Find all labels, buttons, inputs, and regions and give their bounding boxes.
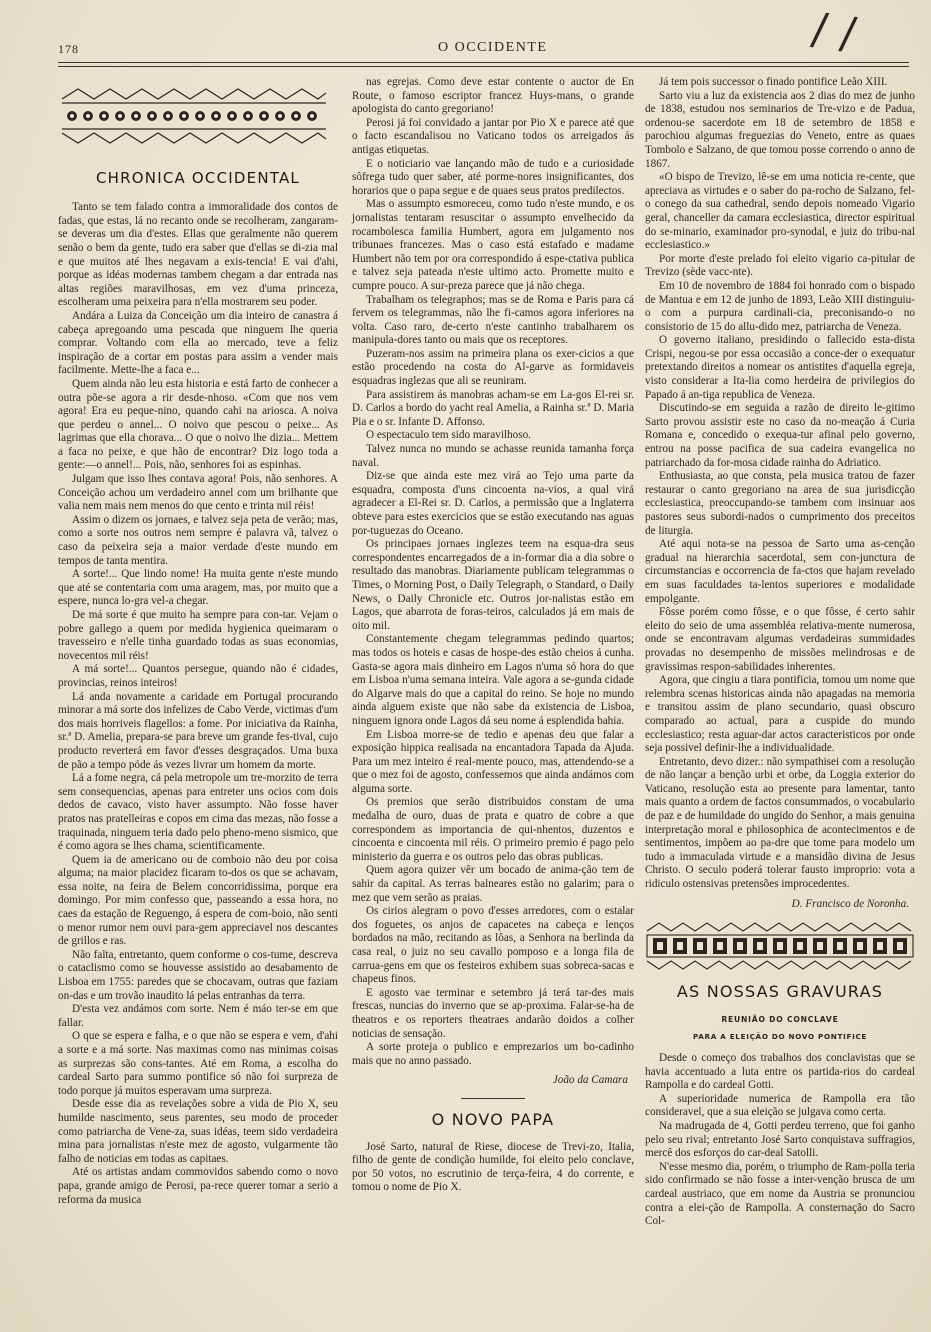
paragraph: Quem ia de americano ou de comboio não deu por coisa alguma; na maior placidez ficaram to-dos os que se achavam, essa noite, na feira de Belem concorridissima, porque era domingo. Por mim confesso que, passeando a essa hora, no caes da estação de Reguengo, á espera de com-boio, não senti o menor rumor nem ouvi para-gem appreciavel nos descantes de grillos e ras. [58, 853, 338, 948]
paragraph: Tanto se tem falado contra a immoralidade dos contos de fadas, que estas, lá no recanto onde se recolheram, zangaram-se deveras um dia d'estes. Ellas que geralmente não querem senão o bem da gente, tudo era saber que d'ellas se di-zia mal e que muitos até lhes negavam a exis-tencia! E vai d'ahi, porque as idéas modernas tambem chegam a dar entrada nas altas regiões maravilhosas, em vez d'uma princeza, escolheram uma peixeira para n'ella mostrarem seu poder. [58, 201, 338, 309]
paragraph: N'esse mesmo dia, porém, o triumpho de Ram-polla teria sido confirmado se não fosse a inter-venção brusca de um cardeal austriaco, que em nome da Austria se pronunciou contra a elei-ção de Rampolla. A consternação do Sacro Col- [645, 1160, 915, 1228]
paragraph: E o noticiario vae lançando mão de tudo e a curiosidade sôfrega tudo quer saber, até porme-nores insignificantes, dos horarios que o papa segue e de quaes seus pratos predilectos. [352, 157, 634, 197]
paragraph: O governo italiano, presidindo o fallecido esta-dista Crispi, negou-se por essa occasião a conce-der o exequatur pretextando direitos a nomear os antistites d'aquella egreja, visto considerar a Ita-lia como herdeira de privilegios do Papado á an-tiga republica de Veneza. [645, 334, 915, 401]
paragraph: De má sorte é que muito ha sempre para con-tar. Vejam o pobre gallego a quem por medida hygienica queimaram o travesseiro e n'elle tinha guardado todas as suas economias, novecentos mil réis! [58, 609, 338, 662]
divider [461, 1098, 525, 1099]
paragraph: Em Lisboa morre-se de tedio e apenas deu que falar a exposição hippica realisada na encantadora Tapada da Ajuda. Para um mez inteiro é real-mente pouco, mas, attendendo-se a que o mez foi de agosto, confessemos que ainda andámos com alguma sorte. [352, 728, 634, 795]
paragraph: Talvez nunca no mundo se achasse reunida tamanha força naval. [352, 443, 634, 469]
section-title-gravuras: AS NOSSAS GRAVURAS [676, 982, 884, 1002]
header-rule [58, 62, 909, 63]
paragraph: Julgam que isso lhes contava agora! Pois, não senhores. A Conceição achou um verdadeiro annel com um brilhante que valia nem mais nem menos do que cento e trinta mil réis! [58, 473, 338, 513]
paragraph: Os premios que serão distribuidos constam de uma medalha de ouro, duas de prata e quatro de cobre a que correspondem as importancia de qui-nhentos, duzentos e cincoenta e cincoenta mil réis. O primeiro premio é pago pelo ministerio da guerra e os outros pelo das obras publicas. [352, 796, 634, 863]
column-1 [58, 73, 338, 1207]
paragraph: A sorte!... Que lindo nome! Ha muita gente n'este mundo que até se contentaria com uma aragem, mas, por muito que a espere, nunca lo-gra vel-a chegar. [58, 568, 338, 608]
paragraph: Constantemente chegam telegrammas pedindo quartos; mas todos os hoteis e casas de hospe-des estão cheios á cunha. Gasta-se agora mais dinheiro em Lagos n'uma só hora do que em Lisboa n'uma semana inteira. Vale agora a se-gunda cidade do Algarve mais do que a capital do reino. Se hoje no mundo ainda alguem existe que não sabe da existencia de Lisboa, ninguem ignora onde Lagos dá seu nome á esplendida bahia. [352, 633, 634, 727]
paragraph: O espectaculo tem sido maravilhoso. [366, 429, 531, 442]
paragraph: Os principaes jornaes inglezes teem na esqua-dra seus correspondentes encarregados de a in-formar dia a dia sobre o resultado das manobras. Diariamente publicam telegrammas o Times, o Morning Post, o Daily Telegraph, o Standard, o Daily News, o Daily Chronicle etc. Outros jor-nalistas estão em Lagos, que abarrota de foras-teiros, calculados já em mais de oito mil. [352, 538, 634, 632]
paragraph: Puzeram-nos assim na primeira plana os exer-cicios a que estão procedendo na costa do Al-garve as formidaveis esquadras inglezas que ali se reuniram. [352, 347, 634, 388]
paragraph: A sorte proteja o publico e emprezarios um bo-cadinho mais que no anno passado. [352, 1041, 634, 1067]
paragraph: Fôsse porém como fôsse, e o que fôsse, é certo sahir eleito do seio de uma assembléa relativa-mente numerosa, onde se encontravam algumas verdadeiras summidades provadas no desempenho de missões melindrosas e de gravissimas respon-sabilidades inherentes. [645, 606, 915, 673]
page-number: 178 [58, 42, 79, 56]
paragraph: Agora, que cingiu a tiara pontificia, tomou um nome que relembra scenas historicas ainda não apagadas na memoria e transitou assim de plano secundario, quasi obscuro comparado ao actual, para a cuspide do mundo ecclesiastico; resta aguar-dar actos caracteristicos por onde seja possivel definir-lhe a individualidade. [645, 674, 915, 755]
author-signature: João da Camara [552, 1074, 628, 1087]
paragraph: A superioridade numerica de Rampolla era tão consideravel, que a sua eleição se julgava como certa. [645, 1092, 915, 1119]
paragraph: Não falta, entretanto, quem conforme o cos-tume, descreva o cataclismo como se houvesse assistido ao desabamento de Lisboa em 1755: paredes que se chocavam, outras que faziam on-das e um trovão inaudito lá pelas entranhas da terra. [58, 948, 338, 1002]
paragraph: Lá a fome negra, cá pela metropole um tre-morzito de terra sem consequencias, apenas para entreter uns ocios com dois dedos de cavaco, visto haver assumpto. Não fosse haver pratos nas pratelleiras e copos em cima das mezas, não fosse a traquinada, ninguem teria dado pelo pheno-meno sismico, que é como agora se lhes chama, scientificamente. [58, 772, 338, 853]
paragraph: Trabalham os telegraphos; mas se de Roma e Paris para cá fervem os telegrammas, não lhe fi-camos agora inferiores na volta. Caso raro, de-certo n'este cantinho trabalharem os manipula-dores tanto ou mais que os receptores. [352, 293, 634, 347]
paragraph: Diz-se que ainda este mez virá ao Tejo uma parte da esquadra, composta d'uns cincoenta na-vios, a qual virá agradecer a El-Rei sr. D. Carlos, a permissão que a Inglaterra obteve para estes exercicios que se estão executando nas aguas por-tuguezas do Oceano. [352, 470, 634, 537]
paragraph: A má sorte!... Quantos persegue, quando não é cidades, provincias, reinos inteiros! [58, 663, 338, 689]
section-title-novo-papa: O NOVO PAPA [431, 1109, 555, 1129]
running-title: O OCCIDENTE [438, 40, 548, 55]
paragraph: Por morte d'este prelado foi eleito vigario ca-pitular de Trevizo (sède vacc-nte). [645, 252, 915, 279]
paragraph: D'esta vez andámos com sorte. Nem é máo ter-se em que fallar. [58, 1003, 338, 1029]
column-2 [352, 76, 634, 1195]
section-ornament [58, 85, 330, 147]
paragraph: Discutindo-se em seguida a razão de direito le-gitimo Sarto provou assistir este no caso da no-meação á Curia Romana e, concedido o exequa-tur afinal pelo governo, entrou na posse pacifica de sua cadeira evangelica no patriarchado da for-mosa cidade rainha do Adriatico. [645, 402, 915, 469]
paragraph: Desde esse dia as revelações sobre a vida de Pio X, seu humilde nascimento, seus parentes, seu modo de proceder como patriarcha de Vene-za, suas idéas, teem sido verdadeira mina para jornalistas n'este mez de agosto, vulgarmente tão falho de noticias em todas as capitaes. [58, 1098, 338, 1165]
paragraph: Em 10 de novembro de 1884 foi honrado com o bispado de Mantua e em 12 de junho de 1893, Leão XIII distinguiu-o com a purpura cardinali-cia, preconisando-o no consistorio de 15 do allu-dido mez, patriarcha de Veneza. [645, 279, 915, 333]
paragraph: Sarto viu a luz da existencia aos 2 dias do mez de junho de 1838, estudou nos seminarios de Tre-vizo e de Padua, ordenou-se sacerdote em 18 de setembro de 1858 e parochiou algumas freguezias do Veneto, entre as quaes Tombolo e Salzano, de que tomou posse correndo o anno de 1867. [645, 89, 915, 170]
paragraph: Entretanto, devo dizer.: não sympathisei com a resolução de não lançar a benção urbi et orbe, da Loggia exterior do Vaticano, resolução esta ao presente para lamentar, tanto mais quanto a ordem de factos consummados, o vocabulario de paz e de humildade do ungido do Senhor, a mais genuina interpretação moral e philosophica de acontecimentos e de sentimentos, impõem ao pa-dre que tome para modelo um tudo a immaculada virtude e a mansidão divina de Jesus Christo. O seculo poderá tolerar fausto improprio: vota a ridiculo ostensivas pretensões improcedentes. [645, 755, 915, 891]
paragraph: Assim o dizem os jornaes, e talvez seja peta de verão; mas, como a sorte nos outros nem sempre é palavra vã, talvez o caso da peixeira seja a maior verdade d'este mundo em tempos de tanta mentira. [58, 513, 338, 567]
paragraph: Já tem pois successor o finado pontifice Leão XIII. [659, 76, 888, 88]
col1-body [58, 201, 338, 1207]
section-title-chronica: CHRONICA OCCIDENTAL [96, 168, 300, 187]
paragraph: Os cirios alegram o povo d'esses arredores, com o estalar dos foguetes, os anjos de capacetes na cabeça e lenços bordados na mão, recitando as lôas, a Senhora na berlinda da casa real, o juiz no seu cavallo pomposo e a longa fila de carrua-gens em que os festeiros exhibem suas sobreca-sacas e chapeus finos. [352, 905, 634, 986]
paragraph: Quem ainda não leu esta historia e está farto de conhecer a outra põe-se agora a rir desde-nhoso. «Com que nos vem agora! Era eu peque-nino, quando cahi na ariosca. A noiva que perdeu o annel... O noivo que pescou o peixe... As lagrimas que ella chorava... O que o noivo lhe dizia... Mettem a faca no peixe, e que hão de encontrar? Diz logo toda a gente:—o annel!... Pois, não, senhores foi as espinhas. [58, 377, 338, 472]
paragraph: nas egrejas. Como deve estar contente o auctor de En Route, o famoso escriptor francez Huys-mans, o grande apologista do canto gregoriano! [352, 76, 634, 116]
paragraph: José Sarto, natural de Riese, diocese de Trevi-zo, Italia, filho de gente de condição humilde, foi eleito pelo conclave, por 50 votos, no escrutinio de terça-feira, 4 do corrente, e tomou o nome de Pio X. [352, 1140, 634, 1194]
paragraph: Lá anda novamente a caridade em Portugal procurando minorar a má sorte dos infelizes de Cabo Verde, victimas d'um dos mais horriveis flagellos: a fome. Por iniciativa da Rainha, sr.ª D. Amelia, prepara-se para breve um grande fes-tival, cujo producto reverterá em favor d'esses desgraçados. Uma buxa de pão a tempo póde ás vezes livrar um homem da morte. [58, 690, 338, 771]
paragraph: Para assistirem ás manobras acham-se em La-gos El-rei sr. D. Carlos a bordo do yacht real Amelia, a Rainha sr.ª D. Maria Pia e o sr. Infante D. Affonso. [352, 388, 634, 428]
subheading: REUNIÃO DO CONCLAVE [721, 1014, 839, 1024]
column-3 [645, 76, 915, 1229]
paragraph: Andára a Luiza da Conceição um dia inteiro de canastra á cabeça apregoando uma pescada que ninguem lhe queria comprar. Voltando com ella ao mercado, teve a feliz inspiração de a cortar em postas para assim a vender mais facilmente. Mette-lhe a faca e... [58, 309, 338, 377]
paragraph: Quem agora quizer vêr um bocado de anima-ção tem de sahir da capital. As terras balneares estão no galarim; para o mez que vem serão as praias. [352, 864, 634, 904]
paragraph: Perosi já foi convidado a jantar por Pio X e parece até que o facto escandalisou no Vaticano todos os arreigados ás antigas etiquetas. [352, 116, 634, 156]
section-ornament-gravuras [645, 921, 915, 971]
paragraph: Até aqui nota-se na pessoa de Sarto uma as-cenção gradual na hierarchia sacerdotal, sem con-junctura de circumstancias e occorrencia de fa-ctos que hajam revelado em suas faculdades ta-lentos superiores e modalidade empolgante. [645, 538, 915, 605]
paragraph: Enthusiasta, ao que consta, pela musica tratou de fazer restaurar o canto gregoriano na area de sua jurisdicção ecclesiastica, preoccupando-se tambem com insinuar aos pastores seus subordi-nados o cumprimento dos preceitos de liturgia. [645, 470, 915, 537]
paragraph: O que se espera e falha, e o que não se espera e vem, d'ahi a sorte e a má sorte. Nas maximas como nas minimas coisas as surprezas são cons-tantes. Até em Roma, a escolha do cardeal Sarto para summo pontifice só não foi surpreza de todo porque já muitos esperavam uma surpreza. [58, 1030, 338, 1097]
author-signature: D. Francisco de Noronha. [791, 897, 909, 910]
subheading: PARA A ELEIÇÃO DO NOVO PONTIFICE [692, 1032, 868, 1042]
header-rule-thin [58, 66, 909, 67]
paragraph: E agosto vae terminar e setembro já terá tar-des mais frescas, nuncias do inverno que se ap-proxima. Falar-se-ha de theatros e os reporters theatraes andarão doidos a colher noticias de sensação. [352, 986, 634, 1040]
paragraph: «O bispo de Trevizo, lê-se em uma noticia re-cente, que apreciava as virtudes e o saber do pa-rocho de Salzano, fel-o conego da sua cathedral, sendo depois nomeado Vigario geral, chanceller da camara ecclesiastica, director espiritual do se-minario, examinador pro-synodal, e juiz do tribu-nal ecclesiastico.» [645, 171, 915, 252]
paragraph: Desde o começo dos trabalhos dos conclavistas que se havia accentuado a luta entre os partida-rios do cardeal Rampolla e do cardeal Gotti. [645, 1052, 915, 1092]
paragraph: Até os artistas andam commovidos sabendo como o novo papa, grande amigo de Perosi, pa-rece querer tomar a serio a reforma da musica [58, 1166, 338, 1206]
paragraph: Mas o assumpto esmoreceu, como tudo n'este mundo, e os jornalistas tentaram resuscitar o assumpto envelhecido da rocambolesca familia Humbert, agora em julgamento nos tribunaes francezes. Mas o caso está estafado e madame Humbert não tem por ora correspondido á espe-ctativa publica e talvez seja pateada n'este ultimo acto. Promette muito e cumpre pouco. A sur-preza parece que já não chega. [352, 198, 634, 292]
handwritten-mark: / / [808, 3, 859, 60]
paragraph: Na madrugada de 4, Gotti perdeu terreno, que foi ganho pelo seu rival; entretanto José Sarto conquistava suffragios, mercê dos esforços do car-deal Satolli. [645, 1119, 915, 1160]
